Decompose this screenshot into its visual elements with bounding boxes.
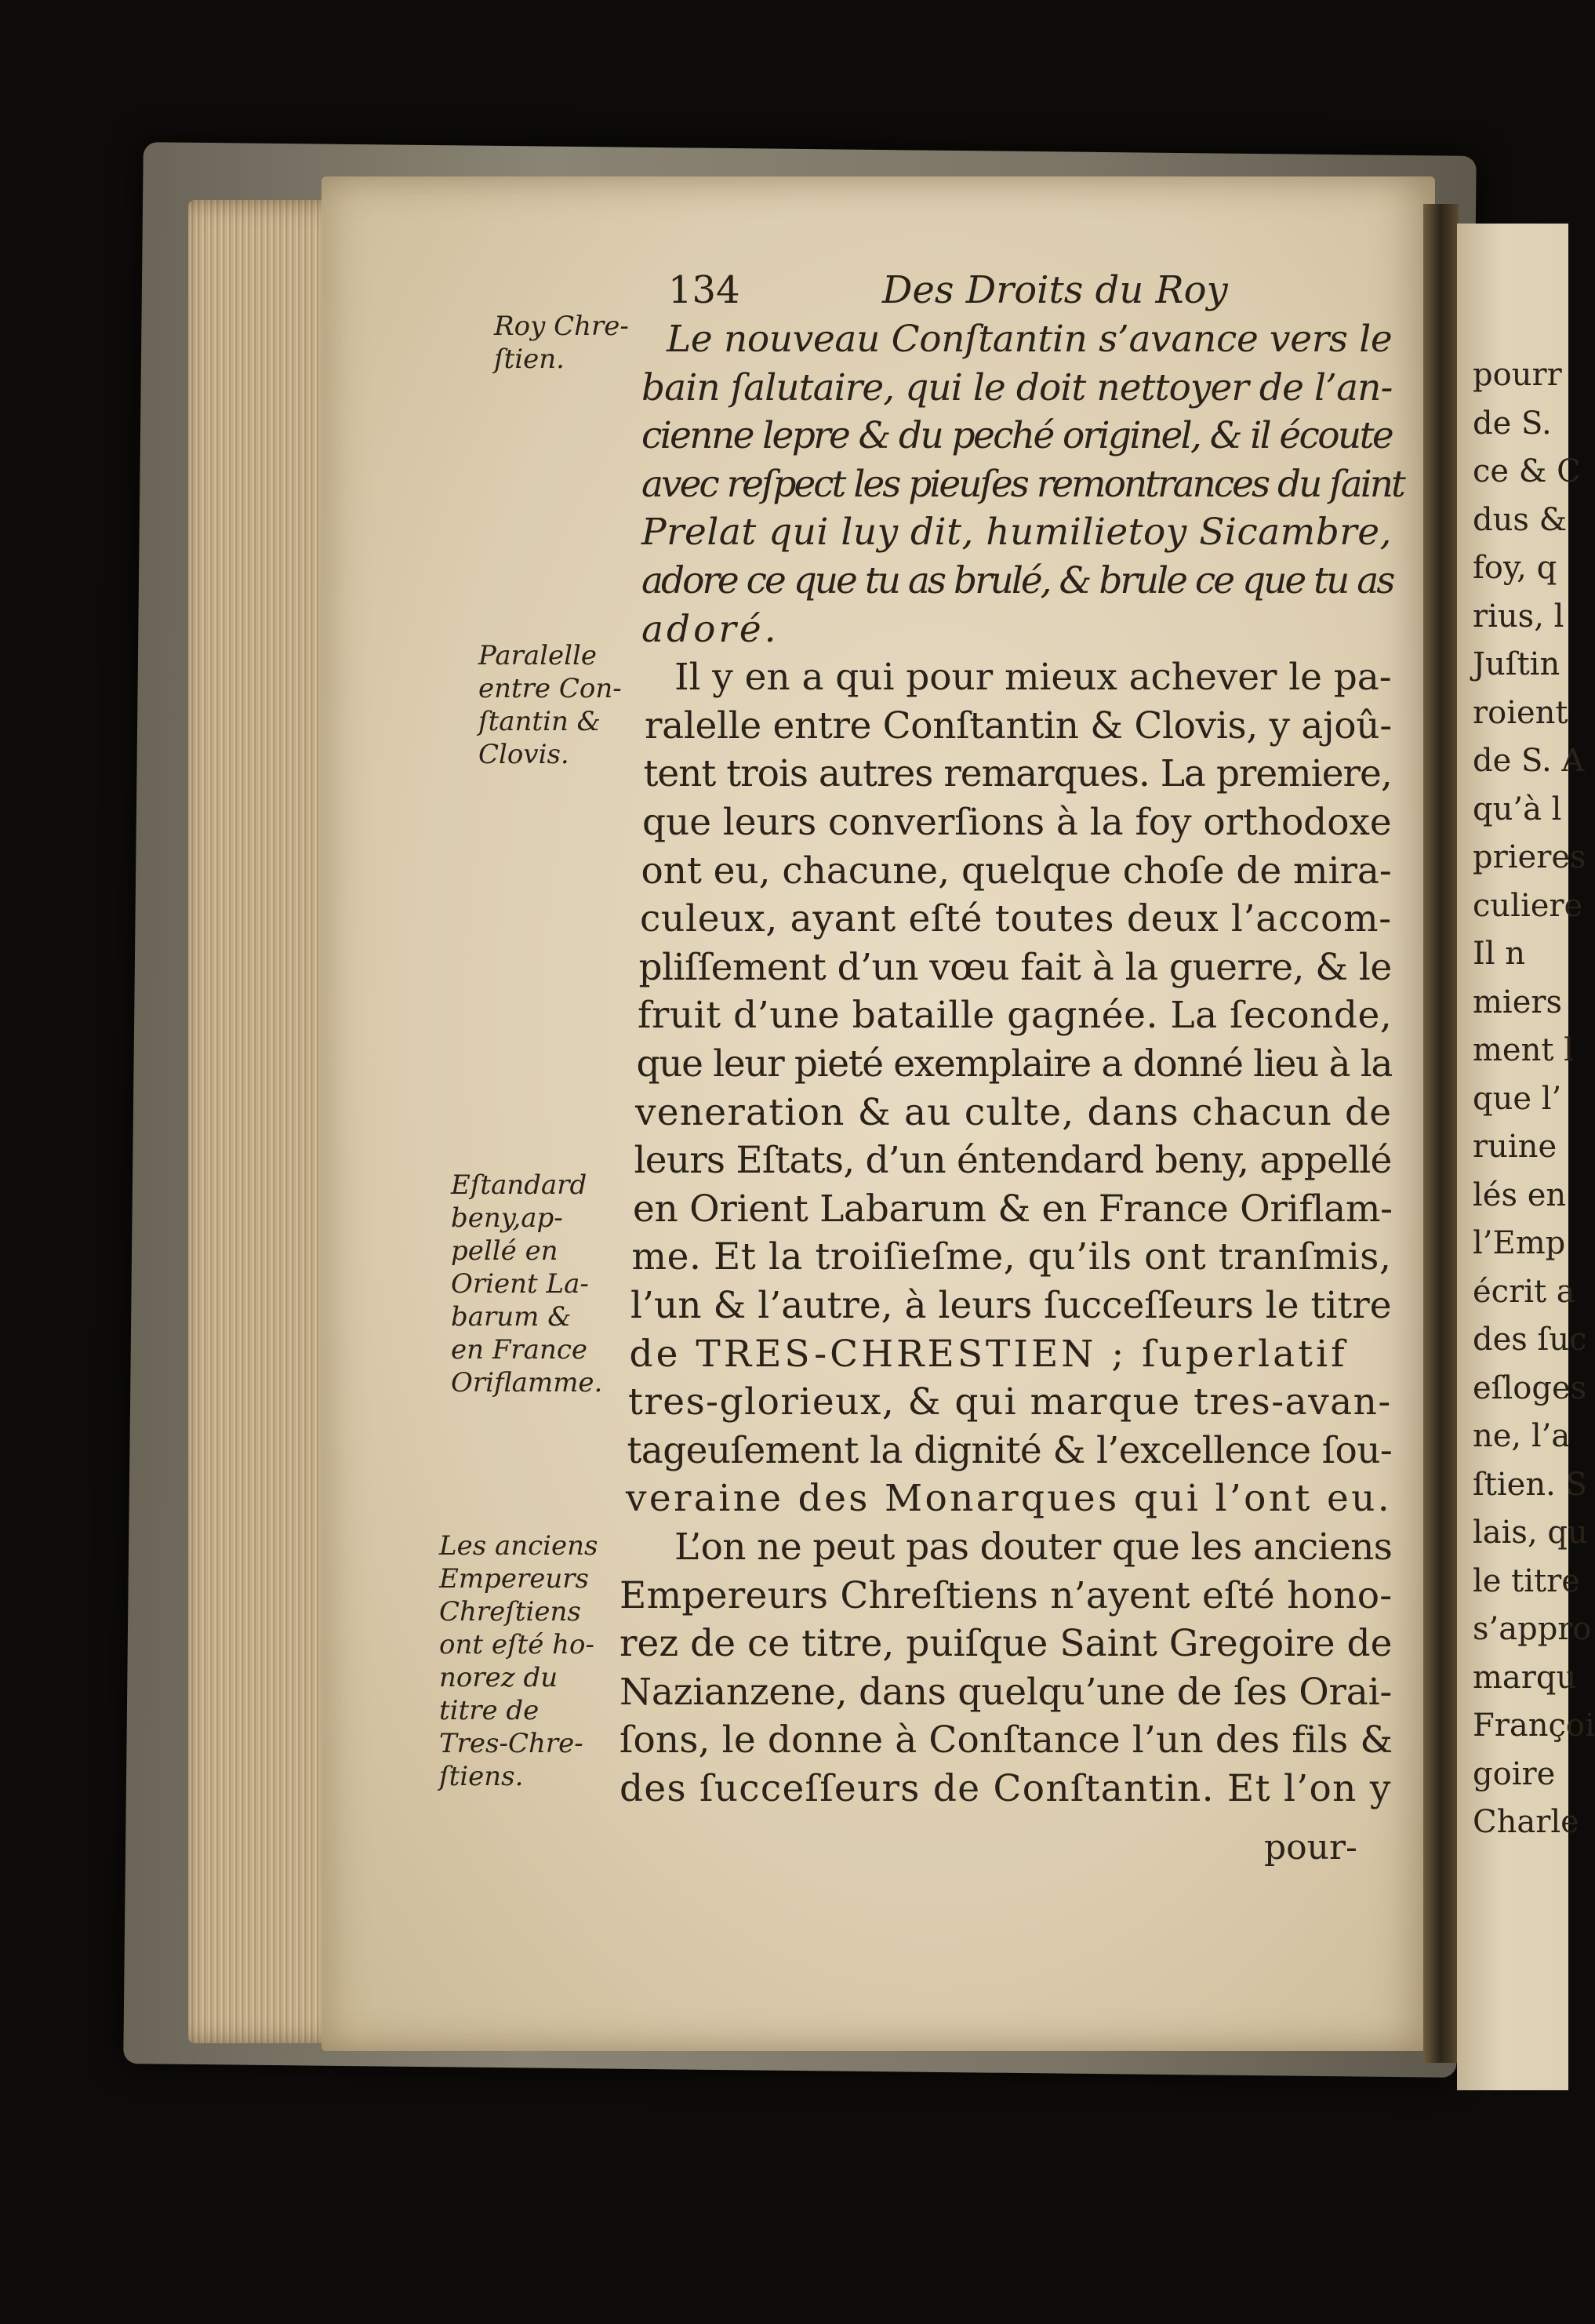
margin-note-line: norez du	[439, 1662, 558, 1693]
right-page-line: culiere	[1473, 887, 1583, 924]
body-line: bain ſalutaire, qui le doit nettoyer de l’an-	[641, 366, 1393, 409]
right-page-line: foy, q	[1473, 550, 1557, 586]
right-page-line: ce & C	[1473, 453, 1581, 489]
right-page-line: Il n	[1473, 936, 1526, 972]
body-line: pliſſement d’un vœu fait à la guerre, & le	[638, 945, 1392, 989]
catchword: pour-	[1264, 1828, 1357, 1868]
margin-note-line: Les anciens	[439, 1530, 598, 1562]
margin-note-line: titre de	[439, 1695, 540, 1726]
margin-note-line: Paralelle	[478, 640, 598, 671]
right-page-line: Françoi	[1473, 1708, 1595, 1744]
running-title: Des Droits du Roy	[882, 268, 1228, 312]
body-line: me. Et la troiſieſme, qu’ils ont tranſmis,	[631, 1235, 1392, 1279]
body-line: des ſucceſſeurs de Conſtantin. Et l’on y	[619, 1767, 1392, 1810]
margin-note-line: barum &	[451, 1301, 572, 1333]
body-line: avec reſpect les pieuſes remontrances du ſaint	[641, 462, 1404, 506]
margin-note-line: ſtantin &	[478, 706, 601, 737]
margin-note	[451, 1169, 602, 1399]
right-page-line: lés en	[1473, 1177, 1567, 1213]
right-page-line: ſtien. S	[1473, 1466, 1587, 1503]
margin-note-line: Clovis.	[478, 739, 569, 770]
body-line: Nazianzene, dans quelqu’une de ſes Orai-	[619, 1670, 1393, 1714]
right-page-line: de S. A	[1473, 743, 1585, 779]
margin-note-line: Orient La-	[451, 1268, 589, 1300]
body-line: en Orient Labarum & en France Oriflam-	[633, 1187, 1393, 1231]
body-line: ſons, le donne à Conſtance l’un des fils &	[619, 1718, 1393, 1762]
right-page-line: rius, l	[1473, 598, 1564, 635]
body-line: que leur pieté exemplaire a donné lieu à la	[636, 1042, 1393, 1086]
margin-note-line: beny,ap-	[451, 1202, 563, 1234]
right-page-line: le titre	[1473, 1562, 1580, 1599]
margin-note	[494, 310, 629, 376]
body-line: rez de ce titre, puiſque Saint Gregoire de	[619, 1622, 1393, 1666]
body-line: que leurs converſions à la foy orthodoxe	[642, 801, 1392, 844]
margin-note-line: en France	[451, 1334, 588, 1366]
margin-note-line: Empereurs	[439, 1563, 589, 1595]
margin-note-line: pellé en	[451, 1235, 558, 1267]
page-number: 134	[668, 268, 740, 312]
body-line: Il y en a qui pour mieux achever le pa-	[674, 656, 1392, 700]
margin-note-line: Chreſtiens	[439, 1596, 581, 1628]
body-line: tageuſement la dignité & l’excellence ſou-	[627, 1428, 1393, 1472]
body-line: tent trois autres remarques. La premiere,	[643, 752, 1392, 796]
body-line: Prelat qui luy dit, humilietoy Sicambre,	[641, 511, 1392, 555]
margin-note-line: Eſtandard	[451, 1169, 587, 1201]
right-page-line: s’appro	[1473, 1611, 1592, 1647]
right-page-line: qu’à l	[1473, 791, 1562, 827]
right-page-line: ne, l’a	[1473, 1418, 1571, 1454]
margin-note-line: Roy Chre-	[494, 311, 629, 342]
right-page-line: miers	[1473, 984, 1563, 1020]
body-line: cienne lepre & du peché originel, & il écoute	[641, 414, 1393, 458]
body-line: l’un & l’autre, à leurs ſucceſſeurs le titre	[630, 1284, 1392, 1327]
body-line: Le nouveau Conſtantin s’avance vers le	[667, 318, 1393, 361]
right-page-line: marqu	[1473, 1659, 1577, 1696]
right-page-line: Charle	[1473, 1804, 1579, 1840]
body-line: adore ce que tu as brulé, & brule ce que tu as	[641, 559, 1393, 602]
right-page-line: ment l	[1473, 1032, 1574, 1068]
right-page-line: lais, qu	[1473, 1515, 1588, 1551]
body-line: Empereurs Chreſtiens n’ayent eſté hono-	[619, 1573, 1393, 1617]
right-page-line: prieres	[1473, 839, 1586, 875]
body-line: tres-glorieux, & qui marque tres-avan-	[628, 1380, 1392, 1424]
body-line: veneration & au culte, dans chacun de	[635, 1090, 1393, 1134]
right-page-line: ruine	[1473, 1129, 1557, 1165]
margin-note-line: Tres-Chre-	[439, 1728, 583, 1759]
body-line: adoré.	[641, 607, 779, 651]
margin-note	[478, 639, 622, 771]
body-line: L’on ne peut pas douter que les anciens	[674, 1526, 1393, 1569]
right-page-line: des ſuc	[1473, 1322, 1587, 1358]
right-page-line: eſloges	[1473, 1369, 1587, 1406]
right-page-line: l’Emp	[1473, 1225, 1566, 1261]
body-line: ralelle entre Conſtantin & Clovis, y ajoû-	[645, 704, 1392, 747]
body-line: culeux, ayant eſté toutes deux l’accom-	[640, 897, 1392, 941]
body-line: ont eu, chacune, quelque choſe de mira-	[641, 849, 1392, 893]
right-page-line: que l’	[1473, 1080, 1562, 1117]
margin-note-line: ſtien.	[494, 344, 565, 375]
body-line: fruit d’une bataille gagnée. La ſeconde,	[638, 994, 1393, 1038]
margin-note-line: ont eſté ho-	[439, 1629, 594, 1660]
body-line: veraine des Monarques qui l’ont eu.	[626, 1477, 1392, 1521]
book-gutter	[1423, 204, 1459, 2063]
margin-note-line: ſtiens.	[439, 1761, 524, 1792]
right-page-line: de S.	[1473, 405, 1552, 442]
margin-note-line: Oriflamme.	[451, 1367, 603, 1398]
right-page-line: pourr	[1473, 357, 1562, 393]
right-page-line: roient	[1473, 694, 1568, 731]
right-page-line: Juſtin	[1473, 646, 1560, 682]
right-page-line: dus &	[1473, 501, 1568, 538]
right-page-line: goire	[1473, 1755, 1556, 1792]
margin-note-line: entre Con-	[478, 673, 622, 704]
body-line: de TRES-CHRESTIEN ; ſuperlatif	[629, 1332, 1348, 1376]
body-line: leurs Eſtats, d’un éntendard beny, appellé	[634, 1139, 1392, 1183]
margin-note	[439, 1529, 598, 1793]
right-page-line: écrit a	[1473, 1273, 1575, 1310]
